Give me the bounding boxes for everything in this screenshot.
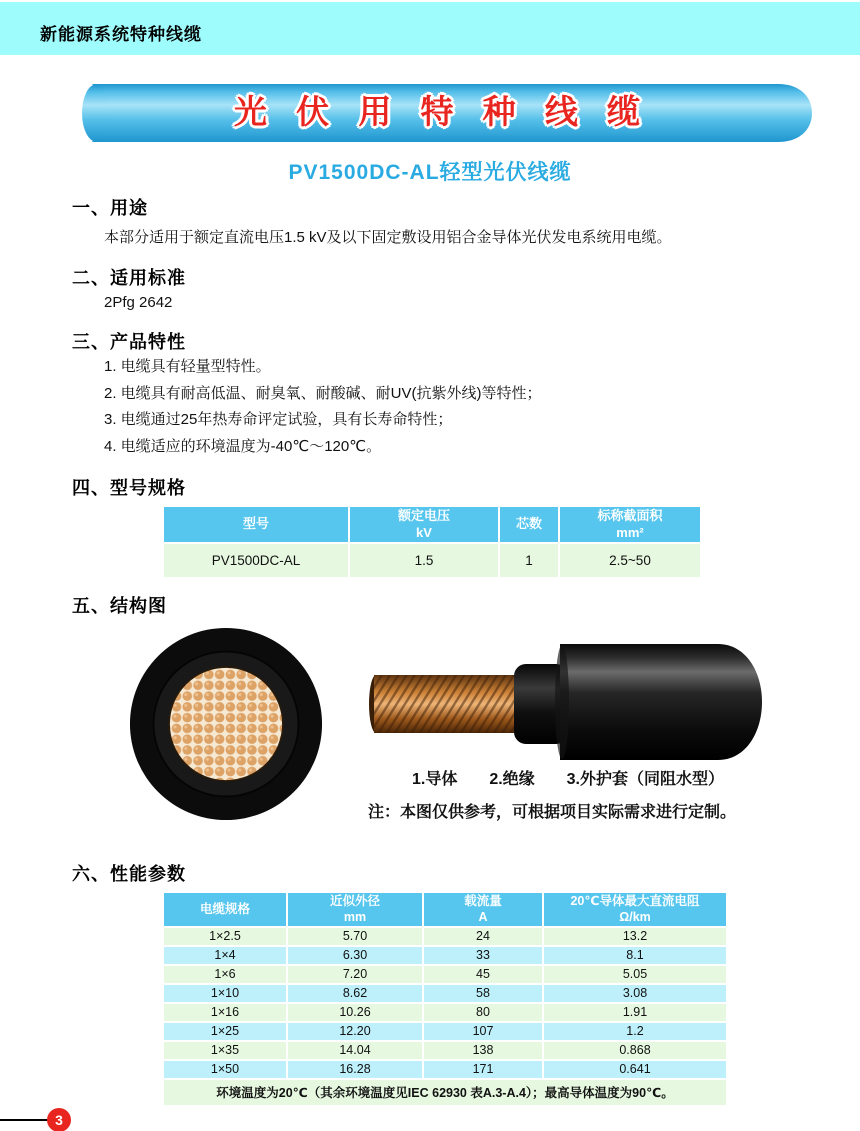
table-cell: 1	[499, 543, 559, 578]
models-table	[162, 505, 702, 579]
header-title: 额定电压	[397, 507, 450, 523]
table-cell: 0.868	[543, 1041, 727, 1060]
header-title: 电缆规格	[199, 902, 250, 917]
section-heading-standard: 二、适用标准	[72, 268, 186, 288]
table-footnote: 环境温度为20℃（其余环境温度见IEC 62930 表A.3-A.4）；最高导体温度为90℃。	[163, 1079, 727, 1106]
cable-cross-section-image	[128, 626, 324, 827]
structure-legend: 1.导体 2.绝缘 3.外护套（同阻水型）	[411, 771, 725, 788]
table-row	[163, 1022, 727, 1041]
col-header-ampacity	[423, 892, 543, 927]
header-title: 近似外径	[329, 894, 380, 908]
table-cell: 1×25	[163, 1022, 287, 1041]
table-header-row	[163, 892, 727, 927]
table-header-row	[163, 506, 701, 543]
table-cell: PV1500DC-AL	[163, 543, 349, 578]
table-cell: 1×16	[163, 1003, 287, 1022]
page-title: 光 伏 用 特 种 线 缆	[233, 93, 650, 130]
table-row	[163, 965, 727, 984]
table-cell: 107	[423, 1022, 543, 1041]
table-cell: 14.04	[287, 1041, 423, 1060]
table-cell: 138	[423, 1041, 543, 1060]
feature-item: 3. 电缆通过25年热寿命评定试验，具有长寿命特性；	[104, 411, 453, 428]
series-label: 新能源系统特种线缆	[40, 25, 202, 44]
table-row	[163, 946, 727, 965]
feature-item: 2. 电缆具有耐高低温、耐臭氧、耐酸碱、耐UV(抗紫外线)等特性；	[104, 384, 542, 402]
header-unit: Ω/km	[619, 910, 651, 925]
col-header-spec	[163, 892, 287, 927]
page-number-rule	[0, 1119, 48, 1121]
table-cell: 80	[423, 1003, 543, 1022]
table-cell: 1×4	[163, 946, 287, 965]
header-title: 载流量	[464, 894, 502, 908]
table-row	[163, 543, 701, 578]
header-unit: A	[478, 910, 488, 925]
table-cell: 8.1	[543, 946, 727, 965]
table-cell: 12.20	[287, 1022, 423, 1041]
table-cell: 6.30	[287, 946, 423, 965]
col-header-od	[287, 892, 423, 927]
table-footer-row	[163, 1079, 727, 1106]
table-cell: 8.62	[287, 984, 423, 1003]
table-cell: 1×10	[163, 984, 287, 1003]
feature-list	[104, 354, 542, 460]
table-cell: 171	[423, 1060, 543, 1079]
header-title: 芯数	[515, 516, 542, 532]
table-cell: 5.05	[543, 965, 727, 984]
table-row	[163, 1041, 727, 1060]
cable-3d-image	[368, 642, 764, 767]
table-row	[163, 984, 727, 1003]
table-cell: 1.91	[543, 1003, 727, 1022]
table-cell: 5.70	[287, 927, 423, 946]
title-banner	[72, 84, 812, 142]
table-cell: 24	[423, 927, 543, 946]
usage-body: 本部分适用于额定直流电压1.5 kV及以下固定敷设用铝合金导体光伏发电系统用电缆。	[104, 229, 672, 246]
table-cell: 45	[423, 965, 543, 984]
table-cell: 58	[423, 984, 543, 1003]
feature-item: 4. 电缆适应的环境温度为-40℃～120℃。	[104, 437, 382, 455]
table-cell: 1.5	[349, 543, 499, 578]
product-subtitle: PV1500DC-AL轻型光伏线缆	[288, 161, 572, 184]
section-heading-performance: 六、性能参数	[72, 864, 186, 884]
col-header-voltage	[349, 506, 499, 543]
col-header-resistance	[543, 892, 727, 927]
table-cell: 1×35	[163, 1041, 287, 1060]
header-title: 标称截面积	[597, 507, 663, 523]
col-header-model	[163, 506, 349, 543]
section-heading-models: 四、型号规格	[72, 478, 186, 498]
section-heading-structure: 五、结构图	[72, 596, 167, 616]
col-header-cross-section	[559, 506, 701, 543]
table-cell: 7.20	[287, 965, 423, 984]
table-cell: 16.28	[287, 1060, 423, 1079]
table-cell: 1×2.5	[163, 927, 287, 946]
table-cell: 33	[423, 946, 543, 965]
top-header-band	[0, 0, 860, 55]
feature-item: 1. 电缆具有轻量型特性。	[104, 358, 271, 375]
col-header-cores	[499, 506, 559, 543]
table-cell: 13.2	[543, 927, 727, 946]
table-cell: 1×50	[163, 1060, 287, 1079]
header-title: 型号	[242, 516, 269, 532]
table-row	[163, 927, 727, 946]
table-row	[163, 1003, 727, 1022]
header-unit: kV	[416, 524, 432, 540]
table-cell: 0.641	[543, 1060, 727, 1079]
section-heading-usage: 一、用途	[72, 198, 148, 218]
table-cell: 1×6	[163, 965, 287, 984]
table-row	[163, 1060, 727, 1079]
header-title: 20℃导体最大直流电阻	[570, 894, 700, 908]
standard-body: 2Pfg 2642	[104, 294, 173, 311]
table-cell: 10.26	[287, 1003, 423, 1022]
table-cell: 1.2	[543, 1022, 727, 1041]
table-cell: 2.5~50	[559, 543, 701, 578]
header-unit: mm	[343, 910, 367, 925]
section-heading-features: 三、产品特性	[72, 332, 186, 352]
performance-table	[162, 891, 728, 1107]
page-number-badge: 3	[47, 1108, 71, 1131]
table-cell: 3.08	[543, 984, 727, 1003]
structure-note: 注：本图仅供参考，可根据项目实际需求进行定制。	[368, 804, 737, 821]
header-unit: mm²	[616, 524, 644, 540]
